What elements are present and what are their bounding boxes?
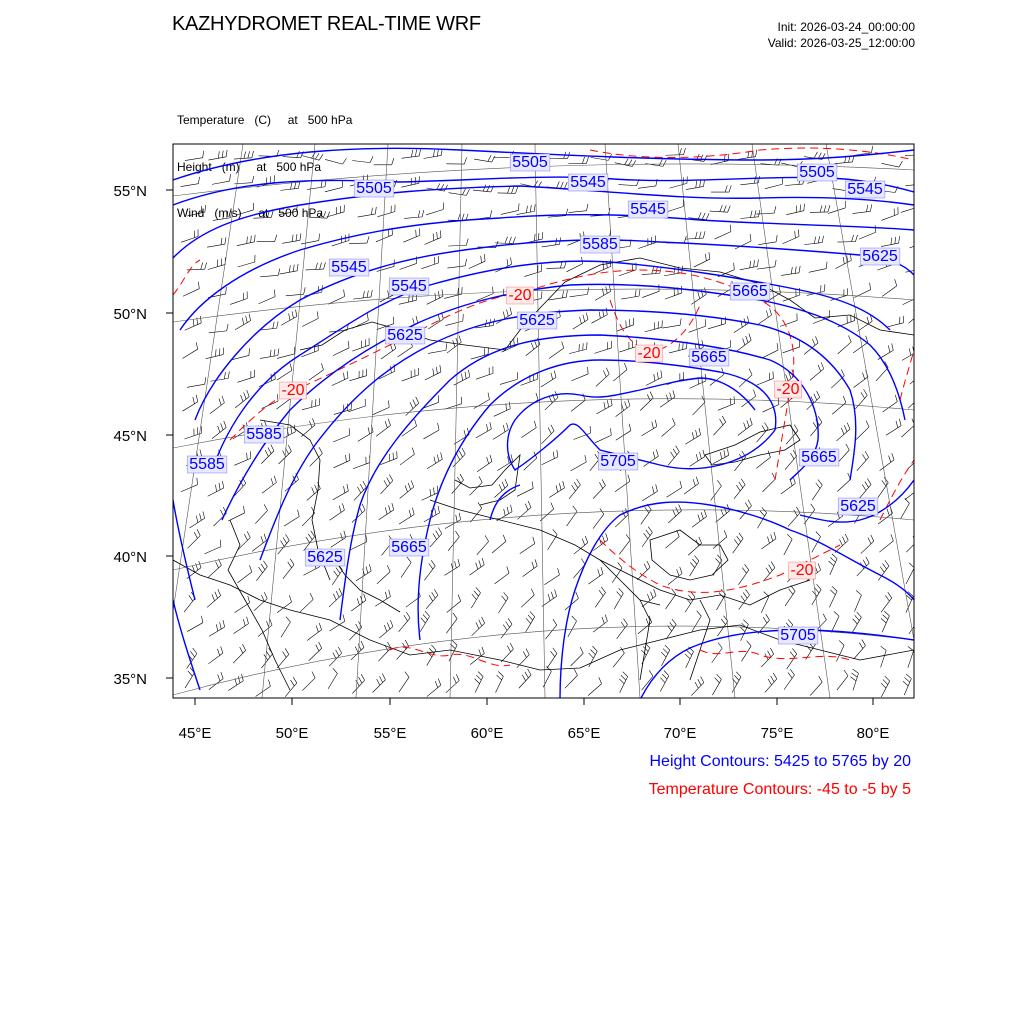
contour-label: 5545 [570, 174, 606, 191]
lon-label: 65°E [567, 725, 601, 742]
lat-label: 50°N [113, 306, 147, 323]
contour-label: 5665 [801, 449, 837, 466]
field-wind: Wind (m/s) at 500 hPa [177, 206, 324, 220]
lat-label: 40°N [113, 549, 147, 566]
contour-label: 5585 [189, 456, 225, 473]
valid-time: Valid: 2026-03-25_12:00:00 [767, 36, 915, 50]
contour-label: 5625 [307, 549, 343, 566]
contour-label: 5545 [331, 259, 367, 276]
lat-label: 45°N [113, 428, 147, 445]
contour-label: 5705 [780, 627, 816, 644]
lon-label: 60°E [470, 725, 504, 742]
lon-label: 45°E [178, 725, 212, 742]
contour-label: 5625 [387, 327, 423, 344]
contour-label: 5505 [512, 154, 548, 171]
contour-label: 5505 [356, 180, 392, 197]
lon-label: 75°E [760, 725, 794, 742]
field-height: Height (m) at 500 hPa [177, 159, 322, 174]
contour-label: 5625 [862, 248, 898, 265]
contour-label: 5585 [582, 236, 618, 253]
lon-label: 80°E [856, 725, 890, 742]
temperature-contour-labels [279, 287, 815, 579]
height-contour-info: Height Contours: 5425 to 5765 by 20 [649, 753, 911, 770]
graticule [160, 144, 914, 698]
lon-label: 55°E [373, 725, 407, 742]
map-title: KAZHYDROMET REAL-TIME WRF [172, 13, 481, 35]
contour-label: 5585 [246, 426, 282, 443]
contour-label: 5665 [732, 283, 768, 300]
contour-label: -20 [776, 381, 800, 398]
contour-label: -20 [790, 562, 814, 579]
temperature-contour-info: Temperature Contours: -45 to -5 by 5 [648, 781, 911, 798]
contour-label: 5625 [519, 312, 555, 329]
init-time: Init: 2026-03-24_00:00:00 [777, 20, 915, 34]
contour-label: 5625 [840, 498, 876, 515]
contour-label: -20 [637, 345, 661, 362]
lon-label: 70°E [663, 725, 697, 742]
contour-label: 5545 [847, 181, 883, 198]
contour-label: 5505 [799, 164, 835, 181]
contour-label: -20 [281, 382, 305, 399]
contour-label: 5665 [391, 539, 427, 556]
lat-label: 35°N [113, 671, 147, 688]
lon-label: 50°E [275, 725, 309, 742]
temperature-contours [173, 148, 914, 666]
lat-label: 55°N [113, 183, 147, 200]
field-temperature: Temperature (C) at 500 hPa [177, 113, 353, 127]
contour-label: 5665 [691, 349, 727, 366]
wind-barbs [181, 146, 927, 697]
contour-label: 5545 [391, 278, 427, 295]
contour-label: -20 [508, 287, 532, 304]
contour-label: 5705 [600, 453, 636, 470]
contour-label: 5545 [630, 201, 666, 218]
